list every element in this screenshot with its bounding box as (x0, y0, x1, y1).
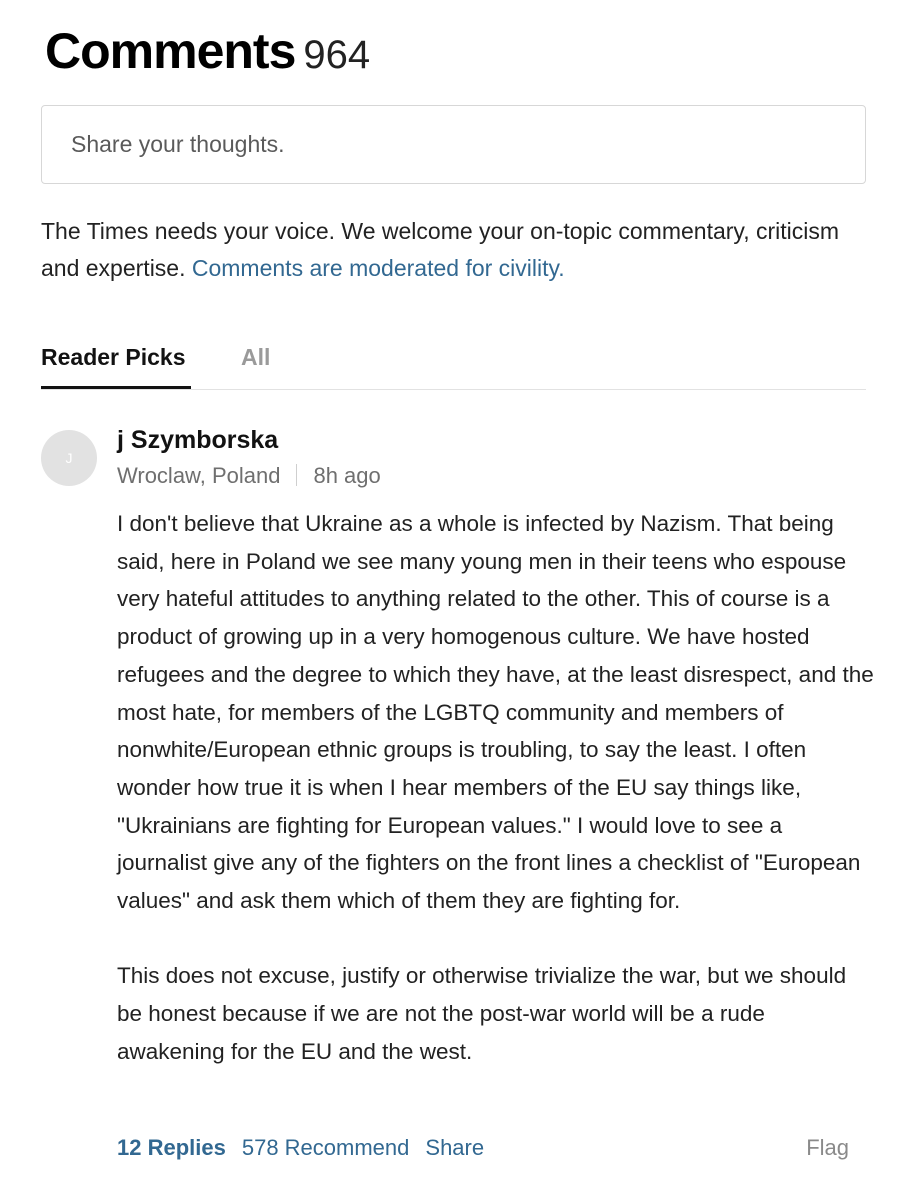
comment-paragraph: This does not excuse, justify or otherwise trivialize the war, but we should be honest because if we are not the post-war world will be a rude awakening for the EU and the west. (117, 963, 847, 1064)
recommend-button[interactable]: 578 Recommend (241, 1135, 410, 1160)
intro-text (41, 213, 864, 287)
avatar: J (41, 430, 97, 486)
tab-reader-picks[interactable]: Reader Picks (41, 344, 186, 370)
comment-actions (117, 1135, 849, 1161)
comment-author[interactable]: j Szymborska (117, 426, 279, 454)
share-thoughts-input[interactable] (41, 105, 866, 184)
comments-count: 964 (303, 33, 371, 77)
comment-body (117, 505, 877, 1071)
tab-all[interactable]: All (241, 344, 271, 370)
replies-button[interactable]: 12 Replies (117, 1135, 226, 1160)
comment-location: Wroclaw, Poland (117, 463, 281, 488)
intro-body: The Times needs your voice. We welcome your on-topic commentary, criticism and expertise. (41, 218, 840, 281)
share-button[interactable]: Share (425, 1135, 485, 1160)
flag-button[interactable]: Flag (806, 1135, 849, 1160)
comments-title: Comments (45, 23, 296, 79)
comment-timestamp[interactable]: 8h ago (313, 463, 381, 488)
active-tab-indicator (41, 386, 191, 389)
comment-meta (117, 463, 381, 489)
share-thoughts-placeholder: Share your thoughts. (71, 131, 285, 157)
comments-header (45, 22, 370, 80)
comment-tabs (41, 337, 866, 390)
comment-paragraph: I don't believe that Ukraine as a whole is infected by Nazism. That being said, here in Poland we see many young men in their teens who espouse very hateful attitudes to anything related to the other. This of course is a product of growing up in a very homogenous culture. We have hosted refugees and the degree to which they have, at the least disrespect, and the most hate, for members of the LGBTQ community and members of nonwhite/European ethnic groups is troubling, to say the least. I often wonder how true it is when I hear members of the EU say things like, "Ukrainians are fighting for European values." I would love to see a journalist give any of the fighters on the front lines a checklist of "European values" and ask them which of them they are fighting for. (117, 511, 874, 914)
moderation-link[interactable]: Comments are moderated for civility. (191, 255, 565, 281)
meta-divider (296, 464, 297, 486)
